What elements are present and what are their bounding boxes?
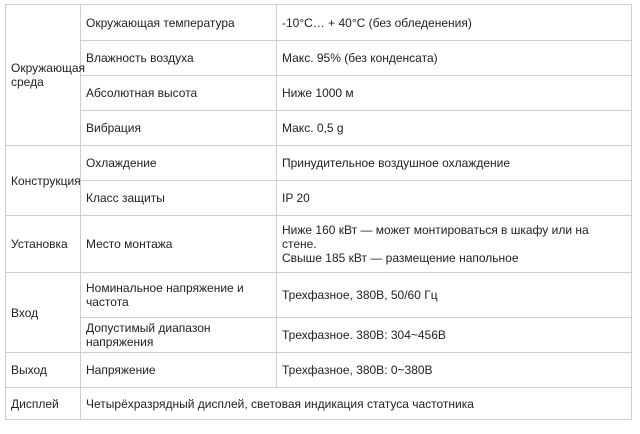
- param-cell: Окружающая температура: [81, 5, 277, 41]
- param-cell: Место монтажа: [81, 216, 277, 273]
- table-row: [6, 388, 632, 420]
- category-cell-environment: Окружающая среда: [6, 5, 81, 146]
- value-cell: -10°C… + 40°C (без обледенения): [277, 5, 632, 41]
- table-row: [6, 111, 632, 146]
- value-cell: IP 20: [277, 181, 632, 216]
- category-cell-construction: Конструкция: [6, 146, 81, 216]
- value-cell: Четырёхразрядный дисплей, световая индикация статуса частотника: [81, 388, 632, 420]
- value-line: Ниже 160 кВт — может монтироваться в шкафу или на стене.: [282, 223, 589, 251]
- table-row: [6, 353, 632, 388]
- table-row: [6, 76, 632, 111]
- value-cell: Макс. 95% (без конденсата): [277, 41, 632, 76]
- value-cell: Принудительное воздушное охлаждение: [277, 146, 632, 181]
- value-cell: Трехфазное. 380В: 304~456В: [277, 318, 632, 353]
- table-row: [6, 318, 632, 353]
- param-cell: Вибрация: [81, 111, 277, 146]
- value-cell: Ниже 1000 м: [277, 76, 632, 111]
- category-cell-display: Дисплей: [6, 388, 81, 420]
- param-cell: Номинальное напряжение и частота: [81, 273, 277, 318]
- table-row: [6, 146, 632, 181]
- category-cell-installation: Установка: [6, 216, 81, 273]
- param-cell: Влажность воздуха: [81, 41, 277, 76]
- table-row: [6, 41, 632, 76]
- table-row: [6, 5, 632, 41]
- value-cell: [277, 216, 632, 273]
- param-cell: Напряжение: [81, 353, 277, 388]
- param-cell: Класс защиты: [81, 181, 277, 216]
- spec-table: [5, 4, 632, 420]
- category-cell-input: Вход: [6, 273, 81, 353]
- category-cell-output: Выход: [6, 353, 81, 388]
- value-cell: Трехфазное, 380В, 50/60 Гц: [277, 273, 632, 318]
- table-row: [6, 181, 632, 216]
- param-cell: Охлаждение: [81, 146, 277, 181]
- value-line: Свыше 185 кВт — размещение напольное: [282, 251, 519, 265]
- value-cell: Макс. 0,5 g: [277, 111, 632, 146]
- param-cell: Допустимый диапазон напряжения: [81, 318, 277, 353]
- table-row: [6, 216, 632, 273]
- param-cell: Абсолютная высота: [81, 76, 277, 111]
- value-cell: Трехфазное, 380В: 0~380В: [277, 353, 632, 388]
- table-row: [6, 273, 632, 318]
